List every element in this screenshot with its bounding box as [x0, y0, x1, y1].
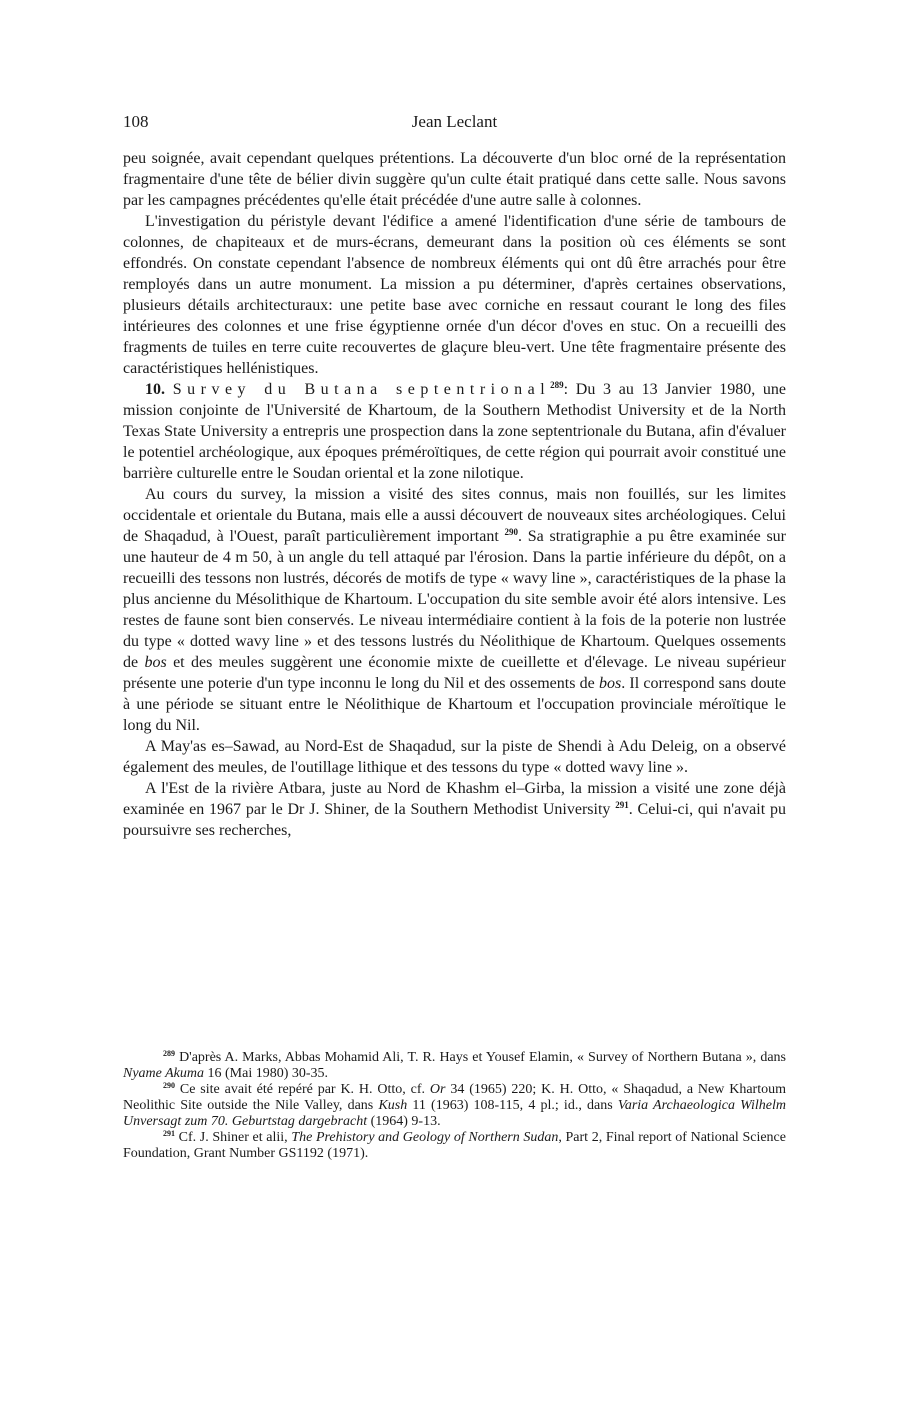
footnotes: [123, 1050, 786, 1162]
footnote-ref[interactable]: 291: [615, 800, 629, 810]
footnote: [123, 1082, 786, 1130]
footnote-text: 11 (1963) 108-115, 4 pl.; id., dans: [407, 1098, 618, 1113]
paragraph: [123, 778, 786, 841]
footnote-italic: The Prehistory and Geology of Northern Sudan: [291, 1130, 559, 1145]
paragraph-text: . Sa stratigraphie a pu être examinée sur une hauteur de 4 m 50, à un angle du tell attaqué par l'érosion. Dans la partie inférieure du dépôt, on a recueilli des tessons non lustrés, décorés de motifs de type « wavy line », caractéristiques de la phase la plus ancienne du Mésolithique de Khartoum. L'occupation du site semble avoir été alors intensive. Les restes de faune sont bien conservés. Le niveau intermédiaire contient à la fois de la poterie non lustrée du type « dotted wavy line » et des tessons lustrés du Néolithique de Khartoum. Quelques ossements de: [123, 528, 787, 671]
italic-term: bos: [144, 654, 167, 671]
footnote-text: D'après A. Marks, Abbas Mohamid Ali, T. R. Hays et Yousef Elamin, « Survey of Northern Butana », dans: [179, 1050, 786, 1065]
footnote-text: (1964) 9-13.: [367, 1114, 441, 1129]
footnote-italic: Kush: [378, 1098, 408, 1113]
paragraph-text: Au cours du survey, la mission a visité des sites connus, mais non fouillés, sur les limites occidentale et orientale du Butana, mais elle a aussi découvert de nouveaux sites archéologiques. Celui de Shaqadud, à l'Ouest, paraît particulièrement important: [123, 486, 786, 545]
footnote-italic: Nyame Akuma: [123, 1066, 204, 1081]
paragraph: [123, 379, 786, 484]
section-title: Survey du Butana septentrional: [172, 381, 551, 398]
footnote-text: Ce site avait été repéré par K. H. Otto, cf.: [179, 1082, 430, 1097]
paragraph-text: : Du 3 au 13 Janvier 1980, une mission conjointe de l'Université de Khartoum, de la Southern Methodist University et de la North Texas State University a entrepris une prospection dans la zone septentrionale du Butana, afin d'évaluer le potentiel archéologique, aux époques préméroïtiques, de cette région qui pourrait avoir constitué une barrière culturelle entre le Soudan oriental et la zone nilotique.: [123, 381, 787, 482]
paragraph: A May'as es–Sawad, au Nord-Est de Shaqadud, sur la piste de Shendi à Adu Deleig, on a observé également des meules, de l'outillage lithique et des tessons du type « dotted wavy line ».: [123, 738, 786, 776]
footnote: [123, 1050, 786, 1082]
paragraph: peu soignée, avait cependant quelques prétentions. La découverte d'un bloc orné de la représentation fragmentaire d'une tête de bélier divin suggère qu'un culte était pratiqué dans cette salle. Nous savons par les campagnes précédentes qu'elle était précédée d'une autre salle à colonnes.: [123, 150, 786, 209]
footnote-ref[interactable]: 290: [504, 527, 519, 537]
footnote-italic: Varia Archaeologica Wilhelm Unversagt zum 70. Geburtstag dargebracht: [123, 1098, 787, 1129]
footnote-number: 290: [163, 1081, 175, 1090]
footnote-text: 34 (1965) 220; K. H. Otto, « Shaqadud, a New Khartoum Neolithic Site outside the Nile Valley, dans: [123, 1082, 786, 1113]
footnote-number: 289: [163, 1049, 175, 1058]
footnote-text: 16 (Mai 1980) 30-35.: [204, 1066, 329, 1081]
paragraph-text: et des meules suggèrent une économie mixte de cueillette et d'élevage. Le niveau supérieur présente une poterie d'un type inconnu le long du Nil et des ossements de: [123, 654, 786, 692]
section-number: 10.: [145, 381, 165, 398]
paragraph: [123, 484, 786, 736]
page-header: [123, 112, 786, 136]
footnote-number: 291: [163, 1129, 175, 1138]
footnote-text: Cf. J. Shiner et alii,: [178, 1130, 292, 1145]
footnote-ref[interactable]: 289: [550, 380, 564, 390]
paragraph-text: A l'Est de la rivière Atbara, juste au Nord de Khashm el–Girba, la mission a visité une zone déjà examinée en 1967 par le Dr J. Shiner, de la Southern Methodist University: [123, 780, 786, 818]
page-number: 108: [123, 112, 149, 131]
paragraph-text: . Celui-ci, qui n'avait pu poursuivre ses recherches,: [123, 801, 787, 839]
paragraph: L'investigation du péristyle devant l'édifice a amené l'identification d'une série de tambours de colonnes, de chapiteaux et de murs-écrans, demeurant dans la position où ces éléments se sont effondrés. On constate cependant l'absence de nombreux éléments qui ont dû être arrachés pour être remployés dans un autre monument. La mission a pu déterminer, d'après certaines observations, plusieurs détails architecturaux: une petite base avec corniche en ressaut courant le long des files intérieures des colonnes et une frise égyptienne ornée d'un décor d'oves en stuc. On a recueilli des fragments de tuiles en terre cuite recouvertes de glaçure bleu-vert. Une tête fragmentaire présente des caractéristiques hellénistiques.: [123, 213, 786, 377]
paragraph-text: . Il correspond sans doute à une période se situant entre le Néolithique de Khartoum et l'occupation provinciale méroïtique le long du Nil.: [123, 675, 786, 734]
italic-term: bos: [598, 675, 622, 692]
body-text: [123, 148, 786, 841]
footnote-text: , Part 2, Final report of National Science Foundation, Grant Number GS1192 (1971).: [123, 1130, 786, 1161]
footnote: [123, 1130, 786, 1162]
running-head: Jean Leclant: [411, 112, 498, 131]
footnote-italic: Or: [429, 1082, 446, 1097]
